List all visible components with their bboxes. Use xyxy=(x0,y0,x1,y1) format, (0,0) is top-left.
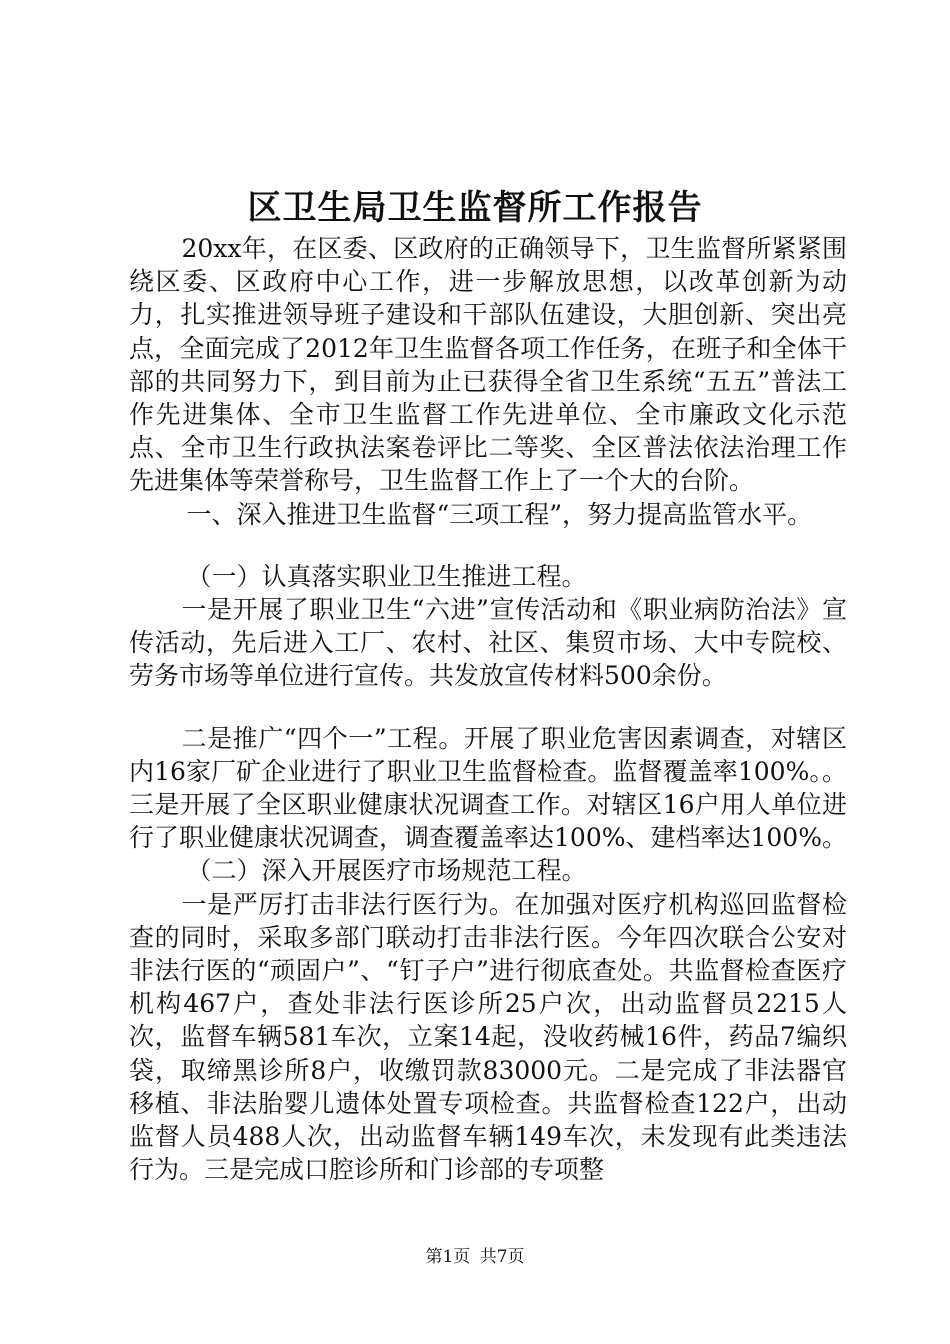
page-footer: 第1页 共7页 xyxy=(425,1247,525,1267)
spacer xyxy=(129,693,847,722)
body-paragraph: 一是开展了职业卫生“六进”宣传活动和《职业病防治法》宣传活动，先后进入工厂、农村、社区、集贸市场、大中专院校、劳务市场等单位进行宣传。共发放宣传材料500余份。 xyxy=(129,595,847,691)
body-paragraph: 二是推广“四个一”工程。开展了职业危害因素调查，对辖区内16家厂矿企业进行了职业卫生监督检查。监督覆盖率100%。。三是开展了全区职业健康状况调查工作。对辖区16户用人单位进行了职业健康状况调查，调查覆盖率达100%、建档率达100%。 xyxy=(129,723,847,853)
spacer xyxy=(129,531,847,560)
body-paragraph: 一是严厉打击非法行医行为。在加强对医疗机构巡回监督检查的同时，采取多部门联动打击非法行医。今年四次联合公安对非法行医的“顽固户”、“钉子户”进行彻底查处。共监督检查医疗机构467户，查处非法行医诊所25户次，出动监督员2215人次，监督车辆581车次，立案14起，没收药械16件，药品7编织袋，取缔黑诊所8户，收缴罚款83000元。二是完成了非法器官移植、非法胎婴儿遗体处置专项检查。共监督检查122户，出动监督人员488人次，出动监督车辆149车次，未发现有此类违法行为。三是完成口腔诊所和门诊部的专项整 xyxy=(129,889,847,1185)
document-body xyxy=(129,232,847,1186)
subsection-heading-2: （二）深入开展医疗市场规范工程。 xyxy=(186,856,587,886)
section-heading-1: 一、深入推进卫生监督“三项工程”，努力提高监管水平。 xyxy=(186,499,813,529)
document-title: 区卫生局卫生监督所工作报告 xyxy=(247,188,703,228)
intro-paragraph: 20xx年，在区委、区政府的正确领导下，卫生监督所紧紧围绕区委、区政府中心工作，进一步解放思想，以改革创新为动力，扎实推进领导班子建设和干部队伍建设，大胆创新、突出亮点，全面完成了2012年卫生监督各项工作任务，在班子和全体干部的共同努力下，到目前为止已获得全省卫生系统“五五”普法工作先进集体、全市卫生监督工作先进单位、全市廉政文化示范点、全市卫生行政执法案卷评比二等奖、全区普法依法治理工作先进集体等荣誉称号，卫生监督工作上了一个大的台阶。 xyxy=(129,234,847,496)
subsection-heading-1: （一）认真落实职业卫生推进工程。 xyxy=(186,561,587,591)
